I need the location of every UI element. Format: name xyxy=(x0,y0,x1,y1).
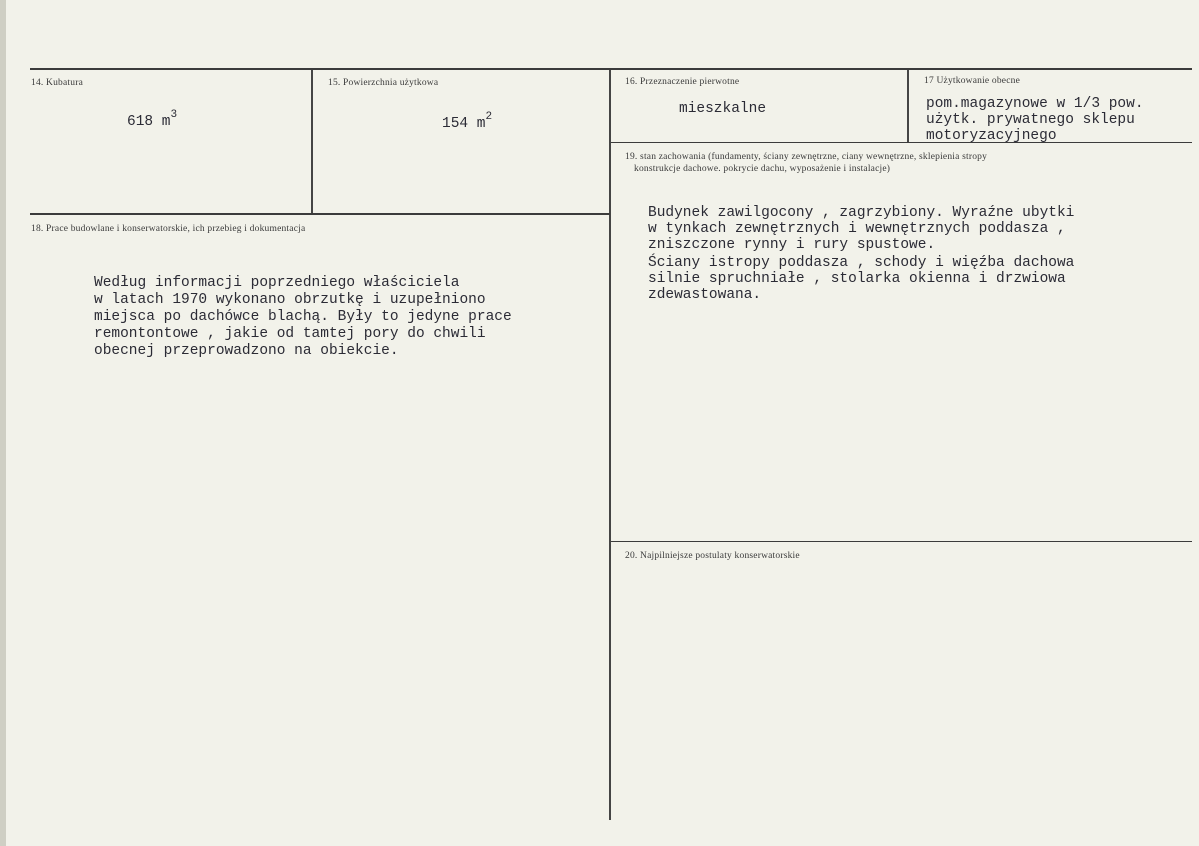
field-19-line: Budynek zawilgocony , zagrzybiony. Wyraźne ubytki xyxy=(648,205,1075,221)
field-17-label: 17 Użytkowanie obecne xyxy=(924,76,1020,86)
field-18-line: w latach 1970 wykonano obrzutkę i uzupełniono xyxy=(94,292,486,308)
field-17-line: motoryzacyjnego xyxy=(926,128,1057,144)
divider-14-15 xyxy=(311,70,313,215)
field-14-number: 618 m xyxy=(127,114,171,130)
rule-under-16-17 xyxy=(611,142,1192,143)
field-16-label: 16. Przeznaczenie pierwotne xyxy=(625,77,740,87)
field-18-label: 18. Prace budowlane i konserwatorskie, ich przebieg i dokumentacja xyxy=(31,224,306,234)
field-17-line: użytk. prywatnego sklepu xyxy=(926,112,1135,128)
divider-16-17 xyxy=(907,70,909,142)
field-14-exponent: 3 xyxy=(170,109,178,122)
rule-above-20 xyxy=(611,541,1192,542)
field-18-line: obecnej przeprowadzono na obiekcie. xyxy=(94,343,399,359)
field-15-label: 15. Powierzchnia użytkowa xyxy=(328,78,439,88)
field-14-label: 14. Kubatura xyxy=(31,78,83,88)
rule-under-14-15 xyxy=(30,213,610,215)
field-19-line: zniszczone rynny i rury spustowe. xyxy=(648,237,936,253)
field-18-line: remontontowe , jakie od tamtej pory do chwili xyxy=(94,326,486,342)
center-divider xyxy=(609,70,611,820)
field-15-exponent: 2 xyxy=(485,111,493,124)
field-19-line: silnie spruchniałe , stolarka okienna i drzwiowa xyxy=(648,271,1066,287)
field-18-line: miejsca po dachówce blachą. Były to jedyne prace xyxy=(94,309,512,325)
field-16-value: mieszkalne xyxy=(679,101,767,117)
field-15-number: 154 m xyxy=(442,116,486,132)
field-15-value xyxy=(442,111,493,132)
top-rule xyxy=(30,68,1192,70)
card-edge xyxy=(0,0,6,846)
field-19-label-line-1: 19. stan zachowania (fundamenty, ściany zewnętrzne, ciany wewnętrzne, sklepienia stropy xyxy=(625,152,988,162)
field-19-line: w tynkach zewnętrznych i wewnętrznych poddasza , xyxy=(648,221,1066,237)
field-14-value xyxy=(127,109,178,130)
field-19-line: Ściany istropy poddasza , schody i więźba dachowa xyxy=(648,255,1075,271)
field-20-label: 20. Najpilniejsze postulaty konserwatorskie xyxy=(625,551,800,561)
field-17-line: pom.magazynowe w 1/3 pow. xyxy=(926,96,1144,112)
field-19-label-line-2: konstrukcje dachowe. pokrycie dachu, wyposażenie i instalacje) xyxy=(634,164,891,174)
field-18-line: Według informacji poprzedniego właściciela xyxy=(94,275,460,291)
field-19-line: zdewastowana. xyxy=(648,287,762,303)
